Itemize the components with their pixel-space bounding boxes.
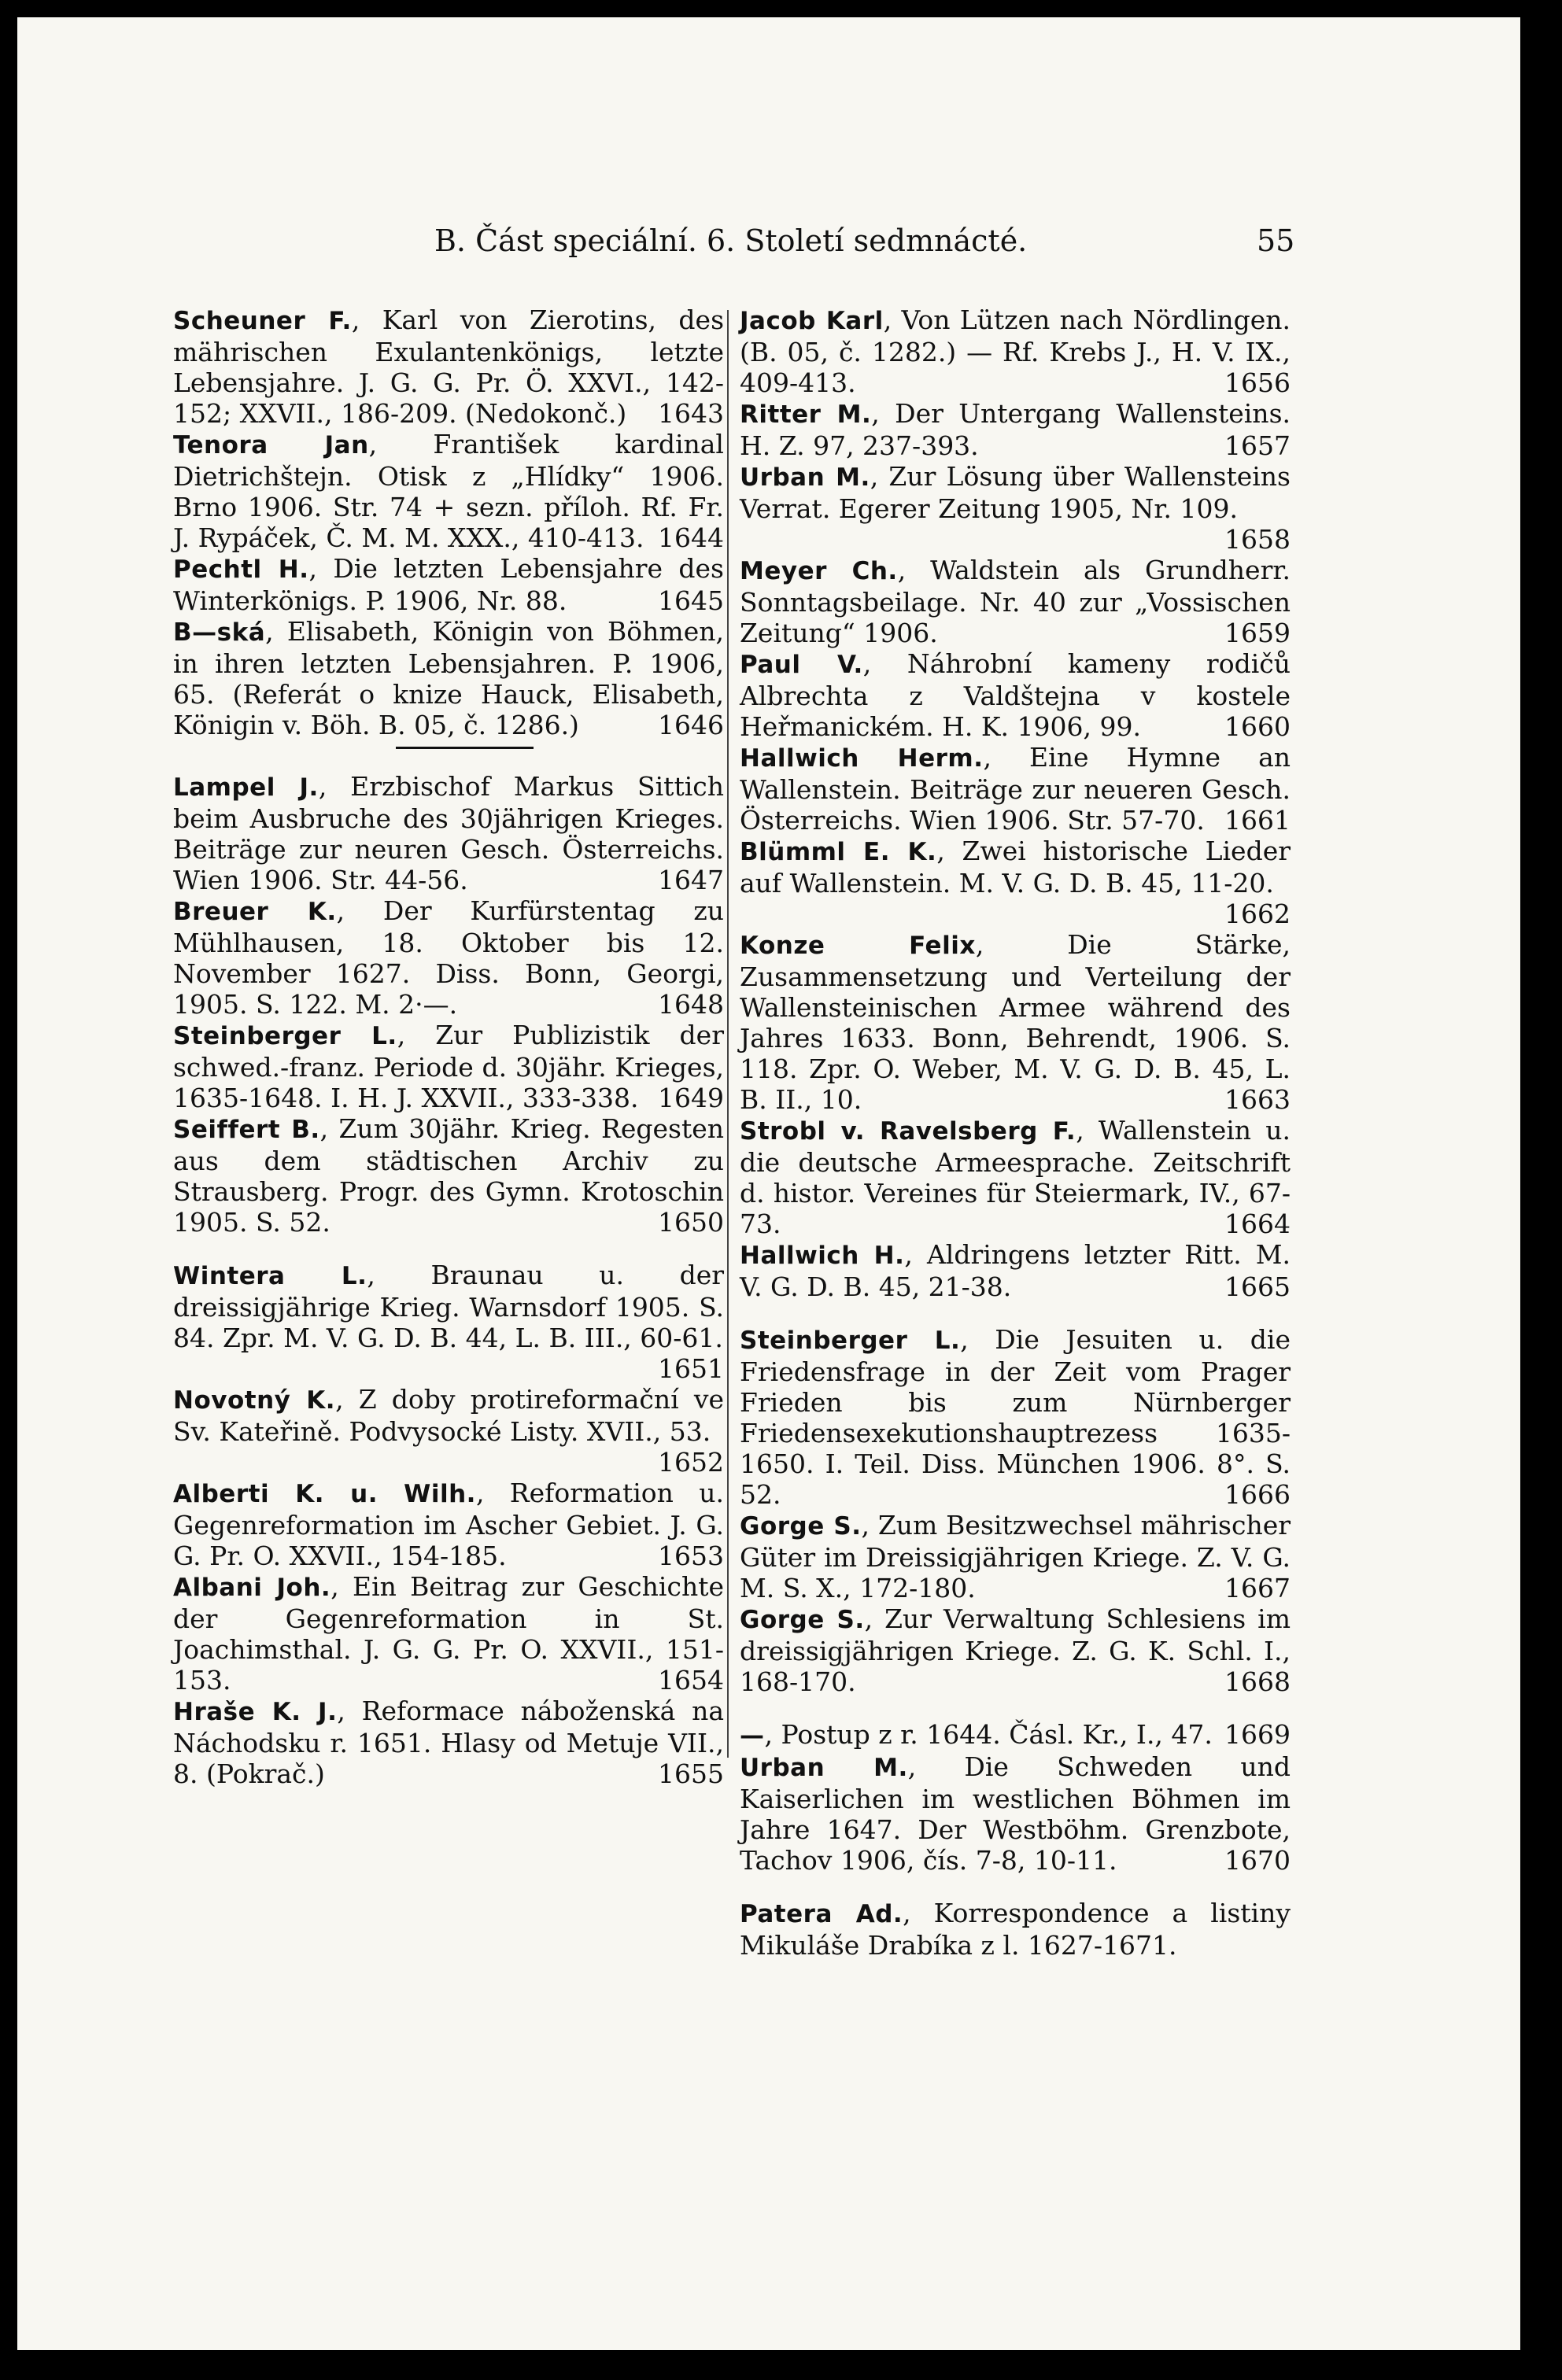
entry-text: , Zum 30jähr. Krieg. Regesten aus dem städtischen Archiv zu Strausberg. Progr. des Gymn. Krotoschin 1905. S. 52. xyxy=(173,1113,724,1238)
entry-text: , Postup z r. 1644. Čásl. Kr., I., 47. xyxy=(764,1719,1213,1750)
entry-author: Lampel J. xyxy=(173,773,319,802)
right-column xyxy=(740,304,1291,1961)
entry-text: , Aldringens letzter Ritt. M. V. G. D. B. 45, 21-38. xyxy=(740,1239,1291,1302)
bibliography-entry xyxy=(173,1571,724,1696)
entry-number: 1667 xyxy=(1224,1573,1291,1603)
entry-text: , František kardinal Dietrichštejn. Otisk z „Hlídky“ 1906. Brno 1906. Str. 74 + sezn. příloh. Rf. Fr. J. Rypáček, Č. M. M. XXX., 410-413. xyxy=(173,429,724,553)
entry-number: 1655 xyxy=(658,1758,724,1789)
entry-text: , Ein Beitrag zur Geschichte der Gegenreformation in St. Joachimsthal. J. G. G. Pr. O. XXVII., 151-153. xyxy=(173,1571,724,1696)
page-number: 55 xyxy=(1257,223,1295,258)
entry-author: Hraše K. J. xyxy=(173,1698,338,1726)
entry-text: , Von Lützen nach Nördlingen. (B. 05, č. 1282.) — Rf. Krebs J., H. V. IX., 409-413. xyxy=(740,304,1291,398)
entry-number: 1652 xyxy=(658,1447,724,1478)
entry-author: Alberti K. u. Wilh. xyxy=(173,1480,476,1508)
entry-author: Ritter M. xyxy=(740,400,872,429)
entry-text: , Zur Lösung über Wallensteins Verrat. Egerer Zeitung 1905, Nr. 109. xyxy=(740,461,1291,524)
entry-number: 1647 xyxy=(658,865,724,895)
bibliography-entry xyxy=(740,398,1291,461)
bibliography-entry xyxy=(740,929,1291,1115)
bibliography-entry xyxy=(173,553,724,616)
bibliography-entry xyxy=(740,304,1291,398)
entry-number: 1643 xyxy=(658,398,724,429)
entry-number: 1653 xyxy=(658,1541,724,1571)
entry-text: , Die Schweden und Kaiserlichen im westlichen Böhmen im Jahre 1647. Der Westböhm. Grenzbote, Tachov 1906, čís. 7-8, 10-11. xyxy=(740,1751,1291,1876)
entry-author: Urban M. xyxy=(740,463,870,492)
running-title: B. Část speciální. 6. Století sedmnácté. xyxy=(434,223,1028,258)
entry-text: , Der Kurfürstentag zu Mühlhausen, 18. Oktober bis 12. November 1627. Diss. Bonn, Georgi, 1905. S. 122. M. 2·—. xyxy=(173,895,724,1020)
entry-author: Urban M. xyxy=(740,1754,908,1782)
entry-number: 1646 xyxy=(658,710,724,740)
entry-number: 1670 xyxy=(1224,1845,1291,1876)
entry-number: 1660 xyxy=(1224,711,1291,742)
entry-text: , Zur Publizistik der schwed.-franz. Periode d. 30jähr. Krieges, 1635-1648. I. H. J. XXVII., 333-338. xyxy=(173,1020,724,1113)
entry-author: Hallwich Herm. xyxy=(740,744,984,773)
entry-author: Meyer Ch. xyxy=(740,557,898,585)
entry-author: Hallwich H. xyxy=(740,1242,905,1270)
entry-number: 1658 xyxy=(1224,524,1291,555)
bibliography-entry xyxy=(740,555,1291,648)
bibliography-entry xyxy=(740,1603,1291,1697)
bibliography-entry xyxy=(740,1898,1291,1961)
entry-author: Blümml E. K. xyxy=(740,838,937,866)
entry-number: 1648 xyxy=(658,989,724,1020)
entry-author: Gorge S. xyxy=(740,1606,865,1634)
bibliography-entry xyxy=(173,1020,724,1113)
section-gap xyxy=(740,1697,1291,1719)
bibliography-entry xyxy=(740,1751,1291,1876)
left-column xyxy=(173,304,724,1789)
entry-number: 1645 xyxy=(658,585,724,616)
entry-number: 1657 xyxy=(1224,430,1291,461)
entry-text: , Zwei historische Lieder auf Wallenstein. M. V. G. D. B. 45, 11-20. xyxy=(740,836,1291,898)
entry-number: 1656 xyxy=(1224,367,1291,398)
bibliography-entry xyxy=(740,1719,1291,1751)
entry-author: — xyxy=(740,1721,765,1750)
entry-author: Konze Felix xyxy=(740,932,976,960)
bibliography-entry xyxy=(740,1324,1291,1510)
bibliography-entry xyxy=(740,1510,1291,1603)
entry-text: , Eine Hymne an Wallenstein. Beiträge zur neueren Gesch. Österreichs. Wien 1906. Str. 57-70. xyxy=(740,742,1291,836)
entry-text: , Korrespondence a listiny Mikuláše Drabíka z l. 1627-1671. xyxy=(740,1898,1291,1961)
entry-number: 1650 xyxy=(658,1207,724,1238)
entry-text: , Der Untergang Wallensteins. H. Z. 97, 237-393. xyxy=(740,398,1291,461)
entry-author: Patera Ad. xyxy=(740,1900,903,1928)
entry-number: 1662 xyxy=(1224,898,1291,929)
bibliography-entry xyxy=(740,648,1291,742)
bibliography-entry xyxy=(173,895,724,1020)
entry-number: 1668 xyxy=(1224,1666,1291,1697)
section-rule xyxy=(396,747,534,749)
entry-author: Strobl v. Ravelsberg F. xyxy=(740,1117,1076,1146)
bibliography-entry xyxy=(173,1260,724,1384)
entry-author: Jacob Karl xyxy=(740,307,884,335)
entry-text: , Zum Besitzwechsel mährischer Güter im Dreissigjährigen Kriege. Z. V. G. M. S. X., 172-180. xyxy=(740,1510,1291,1603)
entry-author: Scheuner F. xyxy=(173,307,352,335)
bibliography-entry xyxy=(173,771,724,895)
entry-author: Gorge S. xyxy=(740,1512,862,1541)
bibliography-entry xyxy=(740,836,1291,929)
bibliography-entry xyxy=(740,1115,1291,1239)
entry-number: 1661 xyxy=(1224,805,1291,836)
entry-number: 1663 xyxy=(1224,1084,1291,1115)
entry-author: Breuer K. xyxy=(173,898,337,926)
entry-author: Steinberger L. xyxy=(173,1022,397,1050)
entry-number: 1665 xyxy=(1224,1271,1291,1302)
entry-text: , Elisabeth, Königin von Böhmen, in ihren letzten Lebensjahren. P. 1906, 65. (Referát o knize Hauck, Elisabeth, Königin v. Böh. B. 05, č. 1286.) xyxy=(173,616,724,740)
bibliography-entry xyxy=(173,1478,724,1571)
bibliography-entry xyxy=(173,304,724,429)
entry-text: , Reformace náboženská na Náchodsku r. 1651. Hlasy od Metuje VII., 8. (Pokrač.) xyxy=(173,1696,724,1789)
entry-author: Seiffert B. xyxy=(173,1116,320,1144)
entry-text: , Reformation u. Gegenreformation im Ascher Gebiet. J. G. G. Pr. O. XXVII., 154-185. xyxy=(173,1478,724,1571)
entry-author: Albani Joh. xyxy=(173,1574,331,1602)
entry-author: B—ská xyxy=(173,618,266,647)
page-header xyxy=(17,223,1520,271)
entry-number: 1654 xyxy=(658,1665,724,1696)
entry-number: 1644 xyxy=(658,522,724,553)
entry-text: , Die Jesuiten u. die Friedensfrage in der Zeit vom Prager Frieden bis zum Nürnberger Friedensexekutionshauptrezess 1635-1650. I. Teil. Diss. München 1906. 8°. S. 52. xyxy=(740,1324,1291,1510)
entry-number: 1666 xyxy=(1224,1479,1291,1510)
bibliography-entry xyxy=(173,429,724,553)
entry-text: , Wallenstein u. die deutsche Armeesprache. Zeitschrift d. histor. Vereines für Steiermark, IV., 67-73. xyxy=(740,1115,1291,1239)
bibliography-entry xyxy=(173,616,724,740)
bibliography-entry xyxy=(740,742,1291,836)
entry-text: , Zur Verwaltung Schlesiens im dreissigjährigen Kriege. Z. G. K. Schl. I., 168-170. xyxy=(740,1603,1291,1697)
entry-number: 1664 xyxy=(1224,1208,1291,1239)
entry-text: , Waldstein als Grundherr. Sonntagsbeilage. Nr. 40 zur „Vossischen Zeitung“ 1906. xyxy=(740,555,1291,648)
entry-text: , Die letzten Lebensjahre des Winterkönigs. P. 1906, Nr. 88. xyxy=(173,553,724,616)
section-gap xyxy=(740,1876,1291,1898)
entry-author: Tenora Jan xyxy=(173,431,369,459)
entry-text: , Náhrobní kameny rodičů Albrechta z Valdštejna v kostele Heřmanickém. H. K. 1906, 99. xyxy=(740,648,1291,742)
bibliography-entry xyxy=(740,461,1291,555)
section-gap xyxy=(173,1238,724,1260)
entry-number: 1669 xyxy=(1224,1719,1291,1750)
section-gap xyxy=(173,749,724,771)
bibliography-entry xyxy=(740,1239,1291,1302)
bibliography-entry xyxy=(173,1696,724,1789)
section-gap xyxy=(740,1302,1291,1324)
entry-text: , Z doby protireformační ve Sv. Kateřině. Podvysocké Listy. XVII., 53. xyxy=(173,1384,725,1447)
entry-author: Novotný K. xyxy=(173,1386,336,1415)
entry-author: Paul V. xyxy=(740,651,863,679)
entry-author: Pechtl H. xyxy=(173,555,309,584)
entry-text: , Erzbischof Markus Sittich beim Ausbruche des 30jährigen Krieges. Beiträge zur neuren Gesch. Österreichs. Wien 1906. Str. 44-56. xyxy=(173,771,724,895)
entry-number: 1659 xyxy=(1224,618,1291,648)
entry-text: , Braunau u. der dreissigjährige Krieg. Warnsdorf 1905. S. 84. Zpr. M. V. G. D. B. 44, L. B. III., 60-61. xyxy=(173,1260,725,1353)
bibliography-entry xyxy=(173,1113,724,1238)
entry-number: 1651 xyxy=(658,1353,724,1384)
entry-author: Wintera L. xyxy=(173,1262,367,1290)
column-divider xyxy=(727,310,729,1758)
entry-number: 1649 xyxy=(658,1083,724,1113)
entry-text: , Karl von Zierotins, des mährischen Exulantenkönigs, letzte Lebensjahre. J. G. G. Pr. Ö. XXVI., 142-152; XXVII., 186-209. (Nedokonč.) xyxy=(173,304,724,429)
book-page xyxy=(17,17,1520,2350)
entry-author: Steinberger L. xyxy=(740,1327,961,1355)
entry-text: , Die Stärke, Zusammensetzung und Verteilung der Wallensteinischen Armee während des Jahres 1633. Bonn, Behrendt, 1906. S. 118. Zpr. O. Weber, M. V. G. D. B. 45, L. B. II., 10. xyxy=(740,929,1291,1115)
bibliography-entry xyxy=(173,1384,724,1478)
